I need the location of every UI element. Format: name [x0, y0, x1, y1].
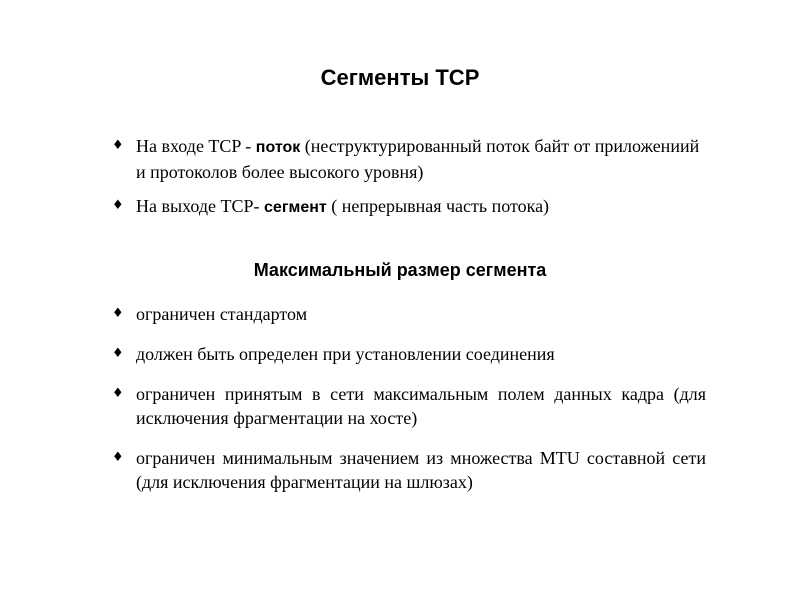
item-text: (неструктурированный поток байт от приложениий и протоколов более высокого уровня)	[136, 136, 700, 182]
item-text: ограничен стандартом	[136, 304, 308, 324]
list-item	[112, 134, 706, 184]
diamond-bullet-icon: ♦	[112, 346, 124, 361]
diamond-bullet-icon: ♦	[112, 306, 124, 321]
item-text: ограничен минимальным значением из множества MTU составной сети (для исключения фрагментации на шлюзах)	[136, 448, 706, 492]
mss-list	[112, 302, 706, 510]
item-text: должен быть определен при установлении соединения	[136, 344, 555, 364]
list-item	[112, 382, 706, 430]
list-item	[112, 446, 706, 494]
diamond-bullet-icon: ♦	[112, 386, 124, 401]
diamond-bullet-icon: ♦	[112, 138, 124, 153]
diamond-bullet-icon: ♦	[112, 450, 124, 465]
slide-title: Сегменты TCP	[320, 65, 480, 90]
section-heading: Максимальный размер сегмента	[253, 260, 547, 280]
list-item	[112, 194, 706, 220]
diamond-bullet-icon: ♦	[112, 198, 124, 213]
item-text: ( непрерывная часть потока)	[326, 196, 550, 216]
tcp-stream-list	[112, 134, 706, 230]
item-text: ограничен принятым в сети максимальным полем данных кадра (для исключения фрагментации на хосте)	[136, 384, 706, 428]
list-item	[112, 302, 706, 326]
item-emphasis: поток	[255, 139, 301, 156]
item-emphasis: сегмент	[264, 199, 327, 216]
item-text: На выходе TCP-	[136, 196, 265, 216]
list-item	[112, 342, 706, 366]
item-text: На входе TCP -	[136, 136, 256, 156]
